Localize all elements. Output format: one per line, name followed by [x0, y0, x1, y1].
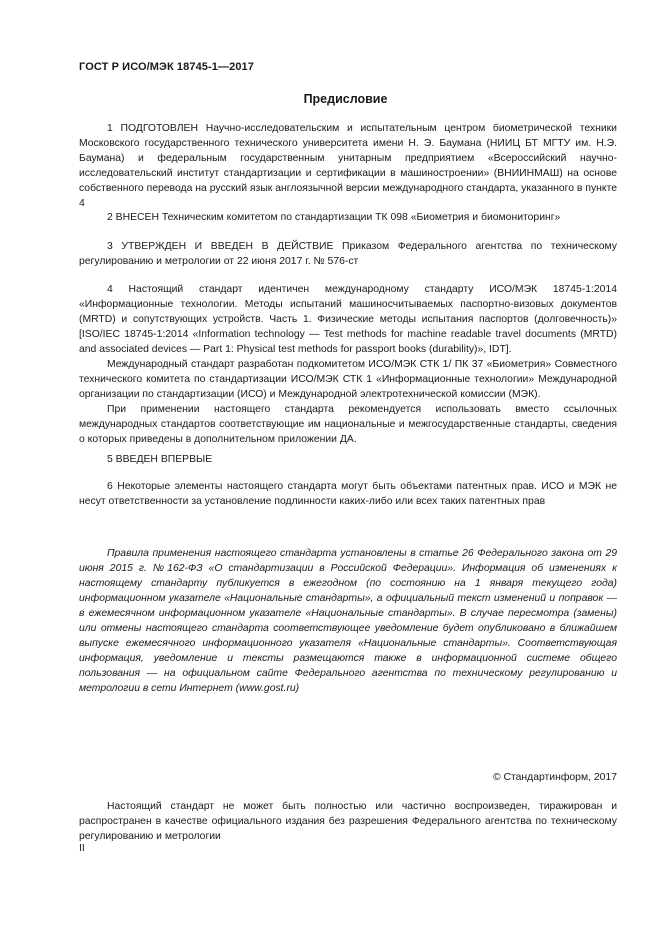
- page-title: Предисловие: [303, 92, 388, 106]
- paragraph: 2 ВНЕСЕН Техническим комитетом по стандартизации ТК 098 «Биометрия и биомониторинг»: [107, 212, 561, 223]
- paragraph: Правила применения настоящего стандарта установлены в статье 26 Федерального закона от 29 июня 2015 г. №162-ФЗ «О стандартизации в Российской Федерации». Информация об изменениях к настоящему стандарту публикуется в ежегодном (по состоянию на 1 января текущего года) информационном указателе «Национальные стандарты», а официальный текст изменений и поправок — в ежемесячном информационном указателе «Национальные стандарты». В случае пересмотра (замены) или отмены настоящего стандарта соответствующее уведомление будет опубликовано в ближайшем выпуске ежемесячного информационного указателя «Национальные стандарты». Соответствующая информация, уведомление и тексты размещаются также в информационной системе общего пользования — на официальном сайте Федерального агентства по техническому регулированию и метрологии в сети Интернет (www.gost.ru): [79, 548, 617, 694]
- item-2: [79, 210, 617, 225]
- paragraph: 3 УТВЕРЖДЕН И ВВЕДЕН В ДЕЙСТВИЕ Приказом Федерального агентства по техническому регулированию и метрологии от 22 июня 2017 г. № 576-ст: [79, 241, 617, 267]
- paragraph: При применении настоящего стандарта рекомендуется использовать вместо ссылочных международных стандартов соответствующие им национальные и межгосударственные стандарты, сведения о которых приведены в дополнительном приложении ДА.: [79, 404, 617, 445]
- standard-code-header: ГОСТ Р ИСО/МЭК 18745-1—2017: [79, 61, 254, 73]
- copyright: © Стандартинформ, 2017: [492, 772, 617, 783]
- paragraph: 5 ВВЕДЕН ВПЕРВЫЕ: [107, 454, 213, 465]
- paragraph: Настоящий стандарт не может быть полностью или частично воспроизведен, тиражирован и распространен в качестве официального издания без разрешения Федерального агентства по техническому регулированию и метрологии: [79, 801, 617, 842]
- page-number: II: [79, 843, 85, 854]
- paragraph: 4 Настоящий стандарт идентичен международному стандарту ИСО/МЭК 18745-1:2014 «Информационные технологии. Методы испытаний машиносчитываемых паспортно-визовых документов (MRTD) и сопутствующих устройств. Часть 1. Физические методы испытания паспортов (долговечность)» [ISO/IEC 18745-1:2014 «Information technology — Test methods for machine readable travel documents (MRTD) and associated devices — Part 1: Physical test methods for passport books (durability)», IDT].: [79, 284, 617, 355]
- paragraph: 6 Некоторые элементы настоящего стандарта могут быть объектами патентных прав. ИСО и МЭК не несут ответственности за установление подлинности каких-либо или всех таких патентных прав: [79, 481, 617, 507]
- rules-notice: [79, 546, 617, 696]
- paragraph: Международный стандарт разработан подкомитетом ИСО/МЭК СТК 1/ ПК 37 «Биометрия» Совместного технического комитета по стандартизации ИСО/МЭК СТК 1 «Информационные технологии» Международной организации по стандартизации (ИСО) и Международной электротехнической комиссии (МЭК).: [79, 359, 617, 400]
- item-5: [79, 452, 617, 467]
- reproduction-notice: [79, 799, 617, 844]
- paragraph: 1 ПОДГОТОВЛЕН Научно-исследовательским и испытательным центром биометрической техники Московского государственного технического университета имени Н. Э. Баумана (НИИЦ БТ МГТУ им. Н.Э. Баумана) и федеральным государственным унитарным предприятием «Всероссийский научно-исследовательский институт стандартизации и сертификации в машиностроении» (ВНИИНМАШ) на основе собственного перевода на русский язык англоязычной версии международного стандарта, указанного в пункте 4: [79, 123, 617, 209]
- item-1: [79, 121, 617, 211]
- item-6: [79, 479, 617, 509]
- item-4: [79, 282, 617, 447]
- item-3: [79, 239, 617, 269]
